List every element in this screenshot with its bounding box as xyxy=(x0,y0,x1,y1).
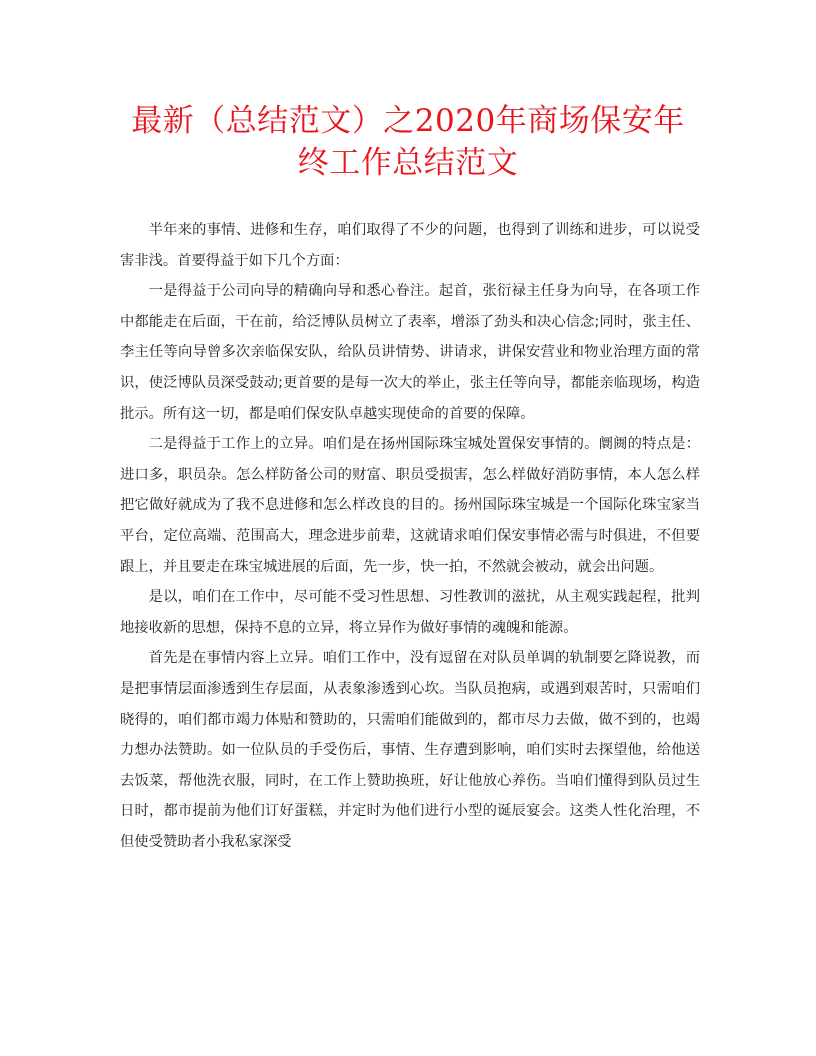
document-body xyxy=(120,215,700,857)
paragraph: 是以，咱们在工作中，尽可能不受习性思想、习性教训的滋扰，从主观实践起程，批判地接收新的思想，保持不息的立异，将立异作为做好事情的魂魄和能源。 xyxy=(120,589,700,636)
title-line-2: 终工作总结范文 xyxy=(297,145,519,181)
paragraph: 首先是在事情内容上立异。咱们工作中，没有逗留在对队员单调的轨制要乞降说教，而是把事情层面渗透到生存层面，从表象渗透到心坎。当队员抱病，或遇到艰苦时，只需咱们晓得的，咱们都市竭力体贴和赞助的，只需咱们能做到的，都市尽力去做，做不到的，也竭力想办法赞助。如一位队员的手受伤后，事情、生存遭到影响，咱们实时去探望他，给他送去饭菜，帮他洗衣服，同时，在工作上赞助换班，好让他放心养伤。当咱们懂得到队员过生日时，都市提前为他们订好蛋糕，并定时为他们进行小型的诞辰宴会。这类人性化治理，不但使受赞助者小我私家深受 xyxy=(120,650,700,850)
paragraph: 一是得益于公司向导的精确向导和悉心眷注。起首，张衍禄主任身为向导，在各项工作中都能走在后面，干在前，给泛博队员树立了表率，增添了劲头和决心信念;同时，张主任、李主任等向导曾多次亲临保安队，给队员讲情势、讲请求，讲保安营业和物业治理方面的常识，使泛博队员深受鼓动;更首要的是每一次大的举止，张主任等向导，都能亲临现场，构造批示。所有这一切，都是咱们保安队卓越实现使命的首要的保障。 xyxy=(120,283,701,422)
document-title xyxy=(100,100,716,184)
paragraph: 二是得益于工作上的立异。咱们是在扬州国际珠宝城处置保安事情的。阛阓的特点是：进口多，职员杂。怎么样防备公司的财富、职员受损害，怎么样做好消防事情，本人怎么样把它做好就成为了我不息进修和怎么样改良的目的。扬州国际珠宝城是一个国际化珠宝家当平台，定位高端、范围高大，理念进步前辈，这就请求咱们保安事情必需与时俱进，不但要跟上，并且要走在珠宝城进展的后面，先一步，快一拍，不然就会被动，就会出问题。 xyxy=(120,436,700,575)
paragraph: 半年来的事情、进修和生存，咱们取得了不少的问题，也得到了训练和进步，可以说受害非浅。首要得益于如下几个方面： xyxy=(120,222,700,269)
title-line-1: 最新（总结范文）之2020年商场保安年 xyxy=(131,103,685,139)
